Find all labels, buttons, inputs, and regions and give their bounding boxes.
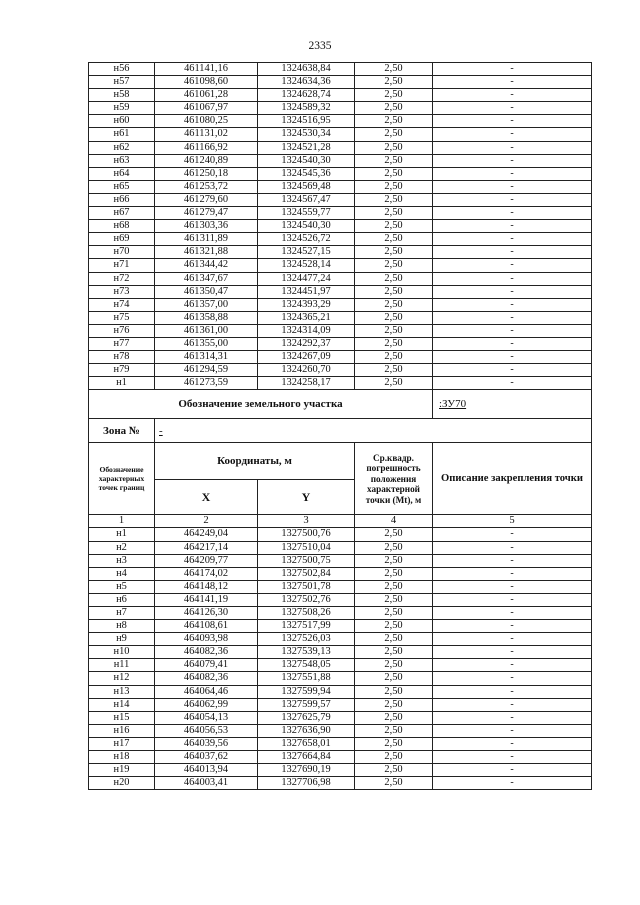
description-cell: - — [433, 246, 592, 259]
description-cell: - — [433, 233, 592, 246]
zone-value: - — [155, 419, 592, 443]
description-cell: - — [433, 89, 592, 102]
point-id-cell: н58 — [89, 89, 155, 102]
y-coordinate-cell: 1327548,05 — [258, 659, 355, 672]
description-cell: - — [433, 337, 592, 350]
y-coordinate-cell: 1324258,17 — [258, 377, 355, 390]
description-cell: - — [433, 737, 592, 750]
point-id-cell: н1 — [89, 528, 155, 541]
table-row — [89, 646, 592, 659]
x-coordinate-cell: 464013,94 — [155, 764, 258, 777]
x-coordinate-cell: 461303,36 — [155, 220, 258, 233]
x-coordinate-cell: 464062,99 — [155, 698, 258, 711]
y-coordinate-cell: 1327706,98 — [258, 777, 355, 790]
table-row — [89, 115, 592, 128]
y-coordinate-cell: 1324526,72 — [258, 233, 355, 246]
table-row — [89, 285, 592, 298]
table-row — [89, 698, 592, 711]
y-coordinate-cell: 1324569,48 — [258, 180, 355, 193]
precision-cell: 2,50 — [355, 285, 433, 298]
table-row — [89, 167, 592, 180]
x-coordinate-cell: 464126,30 — [155, 607, 258, 620]
y-coordinate-cell: 1327526,03 — [258, 633, 355, 646]
precision-cell: 2,50 — [355, 63, 433, 76]
x-coordinate-cell: 461141,16 — [155, 63, 258, 76]
y-coordinate-cell: 1327551,88 — [258, 672, 355, 685]
point-id-cell: н4 — [89, 567, 155, 580]
precision-cell: 2,50 — [355, 76, 433, 89]
description-cell: - — [433, 528, 592, 541]
x-coordinate-cell: 461253,72 — [155, 180, 258, 193]
x-coordinate-cell: 464054,13 — [155, 711, 258, 724]
x-coordinate-cell: 464082,36 — [155, 646, 258, 659]
description-cell: - — [433, 351, 592, 364]
description-cell: - — [433, 698, 592, 711]
point-id-cell: н70 — [89, 246, 155, 259]
description-cell: - — [433, 128, 592, 141]
table-row — [89, 351, 592, 364]
precision-cell: 2,50 — [355, 141, 433, 154]
table-row — [89, 89, 592, 102]
description-cell: - — [433, 285, 592, 298]
description-cell: - — [433, 364, 592, 377]
y-coordinate-cell: 1324477,24 — [258, 272, 355, 285]
column-number: 4 — [355, 515, 433, 528]
zone-label: Зона № — [89, 419, 155, 443]
description-cell: - — [433, 154, 592, 167]
precision-cell: 2,50 — [355, 737, 433, 750]
column-number: 5 — [433, 515, 592, 528]
table-row — [89, 777, 592, 790]
precision-cell: 2,50 — [355, 102, 433, 115]
point-id-cell: н57 — [89, 76, 155, 89]
description-cell: - — [433, 63, 592, 76]
point-id-cell: н71 — [89, 259, 155, 272]
table-row — [89, 233, 592, 246]
point-id-cell: н65 — [89, 180, 155, 193]
point-id-cell: н15 — [89, 711, 155, 724]
table-row — [89, 193, 592, 206]
description-cell: - — [433, 298, 592, 311]
x-coordinate-cell: 461361,00 — [155, 324, 258, 337]
table-row — [89, 685, 592, 698]
y-coordinate-cell: 1327517,99 — [258, 620, 355, 633]
point-id-cell: н77 — [89, 337, 155, 350]
x-coordinate-cell: 461166,92 — [155, 141, 258, 154]
x-coordinate-cell: 461279,60 — [155, 193, 258, 206]
x-coordinate-cell: 461311,89 — [155, 233, 258, 246]
y-coordinate-cell: 1327510,04 — [258, 541, 355, 554]
point-id-cell: н68 — [89, 220, 155, 233]
point-id-cell: н63 — [89, 154, 155, 167]
x-coordinate-cell: 461061,28 — [155, 89, 258, 102]
point-id-cell: н20 — [89, 777, 155, 790]
description-cell: - — [433, 541, 592, 554]
description-cell: - — [433, 102, 592, 115]
precision-cell: 2,50 — [355, 193, 433, 206]
point-id-cell: н11 — [89, 659, 155, 672]
table-row — [89, 180, 592, 193]
description-cell: - — [433, 633, 592, 646]
table-row — [89, 607, 592, 620]
description-cell: - — [433, 751, 592, 764]
point-id-cell: н17 — [89, 737, 155, 750]
description-cell: - — [433, 76, 592, 89]
precision-cell: 2,50 — [355, 541, 433, 554]
x-coordinate-cell: 464003,41 — [155, 777, 258, 790]
point-id-cell: н10 — [89, 646, 155, 659]
description-cell: - — [433, 777, 592, 790]
point-id-cell: н61 — [89, 128, 155, 141]
table-row — [89, 567, 592, 580]
y-coordinate-cell: 1324451,97 — [258, 285, 355, 298]
table-row — [89, 724, 592, 737]
table-row — [89, 737, 592, 750]
table-row — [89, 580, 592, 593]
precision-cell: 2,50 — [355, 167, 433, 180]
precision-cell: 2,50 — [355, 711, 433, 724]
x-coordinate-cell: 464079,41 — [155, 659, 258, 672]
y-coordinate-cell: 1324314,09 — [258, 324, 355, 337]
x-coordinate-cell: 461080,25 — [155, 115, 258, 128]
table-row — [89, 259, 592, 272]
y-coordinate-cell: 1324589,32 — [258, 102, 355, 115]
x-coordinate-cell: 461250,18 — [155, 167, 258, 180]
table-row — [89, 711, 592, 724]
y-coordinate-cell: 1324628,74 — [258, 89, 355, 102]
table-row — [89, 633, 592, 646]
header-point-designation: Обозначение характерных точек границ — [89, 443, 155, 515]
precision-cell: 2,50 — [355, 351, 433, 364]
table-row — [89, 620, 592, 633]
y-coordinate-cell: 1324292,37 — [258, 337, 355, 350]
precision-cell: 2,50 — [355, 89, 433, 102]
table-row — [89, 751, 592, 764]
y-coordinate-cell: 1324516,95 — [258, 115, 355, 128]
y-coordinate-cell: 1327599,57 — [258, 698, 355, 711]
y-coordinate-cell: 1327502,76 — [258, 593, 355, 606]
table-row — [89, 364, 592, 377]
point-id-cell: н60 — [89, 115, 155, 128]
precision-cell: 2,50 — [355, 607, 433, 620]
x-coordinate-cell: 464093,98 — [155, 633, 258, 646]
y-coordinate-cell: 1324530,34 — [258, 128, 355, 141]
point-id-cell: н7 — [89, 607, 155, 620]
x-coordinate-cell: 461131,02 — [155, 128, 258, 141]
description-cell: - — [433, 115, 592, 128]
description-cell: - — [433, 659, 592, 672]
point-id-cell: н66 — [89, 193, 155, 206]
description-cell: - — [433, 672, 592, 685]
x-coordinate-cell: 464082,36 — [155, 672, 258, 685]
point-id-cell: н72 — [89, 272, 155, 285]
x-coordinate-cell: 464217,14 — [155, 541, 258, 554]
y-coordinate-cell: 1327636,90 — [258, 724, 355, 737]
point-id-cell: н67 — [89, 207, 155, 220]
column-number: 3 — [258, 515, 355, 528]
precision-cell: 2,50 — [355, 311, 433, 324]
description-cell: - — [433, 711, 592, 724]
x-coordinate-cell: 461344,42 — [155, 259, 258, 272]
point-id-cell: н69 — [89, 233, 155, 246]
table-row — [89, 554, 592, 567]
description-cell: - — [433, 180, 592, 193]
table-row — [89, 593, 592, 606]
point-id-cell: н14 — [89, 698, 155, 711]
precision-cell: 2,50 — [355, 207, 433, 220]
x-coordinate-cell: 461350,47 — [155, 285, 258, 298]
precision-cell: 2,50 — [355, 154, 433, 167]
point-id-cell: н1 — [89, 377, 155, 390]
y-coordinate-cell: 1324528,14 — [258, 259, 355, 272]
precision-cell: 2,50 — [355, 724, 433, 737]
x-coordinate-cell: 461067,97 — [155, 102, 258, 115]
precision-cell: 2,50 — [355, 672, 433, 685]
y-coordinate-cell: 1327658,01 — [258, 737, 355, 750]
x-coordinate-cell: 464037,62 — [155, 751, 258, 764]
point-id-cell: н74 — [89, 298, 155, 311]
point-id-cell: н75 — [89, 311, 155, 324]
land-plot-label: Обозначение земельного участка — [89, 390, 433, 419]
description-cell: - — [433, 207, 592, 220]
description-cell: - — [433, 272, 592, 285]
y-coordinate-cell: 1324634,36 — [258, 76, 355, 89]
x-coordinate-cell: 464108,61 — [155, 620, 258, 633]
precision-cell: 2,50 — [355, 777, 433, 790]
y-coordinate-cell: 1327539,13 — [258, 646, 355, 659]
table-row — [89, 528, 592, 541]
x-coordinate-cell: 464039,56 — [155, 737, 258, 750]
y-coordinate-cell: 1324559,77 — [258, 207, 355, 220]
description-cell: - — [433, 377, 592, 390]
coordinates-table — [88, 62, 592, 790]
point-id-cell: н18 — [89, 751, 155, 764]
x-coordinate-cell: 461294,59 — [155, 364, 258, 377]
table-row — [89, 272, 592, 285]
x-coordinate-cell: 461358,88 — [155, 311, 258, 324]
point-id-cell: н2 — [89, 541, 155, 554]
y-coordinate-cell: 1327500,76 — [258, 528, 355, 541]
precision-cell: 2,50 — [355, 698, 433, 711]
precision-cell: 2,50 — [355, 298, 433, 311]
precision-cell: 2,50 — [355, 337, 433, 350]
precision-cell: 2,50 — [355, 567, 433, 580]
precision-cell: 2,50 — [355, 233, 433, 246]
point-id-cell: н12 — [89, 672, 155, 685]
header-description: Описание закрепления точки — [433, 443, 592, 515]
precision-cell: 2,50 — [355, 633, 433, 646]
point-id-cell: н59 — [89, 102, 155, 115]
description-cell: - — [433, 724, 592, 737]
description-cell: - — [433, 685, 592, 698]
description-cell: - — [433, 646, 592, 659]
table-row — [89, 298, 592, 311]
table-row — [89, 141, 592, 154]
description-cell: - — [433, 764, 592, 777]
y-coordinate-cell: 1324521,28 — [258, 141, 355, 154]
table-row — [89, 377, 592, 390]
point-id-cell: н13 — [89, 685, 155, 698]
zone-row — [89, 419, 592, 443]
description-cell: - — [433, 259, 592, 272]
precision-cell: 2,50 — [355, 259, 433, 272]
y-coordinate-cell: 1327501,78 — [258, 580, 355, 593]
y-coordinate-cell: 1327599,94 — [258, 685, 355, 698]
description-cell: - — [433, 220, 592, 233]
point-id-cell: н5 — [89, 580, 155, 593]
point-id-cell: н73 — [89, 285, 155, 298]
x-coordinate-cell: 464141,19 — [155, 593, 258, 606]
description-cell: - — [433, 607, 592, 620]
table-row — [89, 324, 592, 337]
land-plot-row — [89, 390, 592, 419]
point-id-cell: н62 — [89, 141, 155, 154]
precision-cell: 2,50 — [355, 659, 433, 672]
precision-cell: 2,50 — [355, 620, 433, 633]
precision-cell: 2,50 — [355, 220, 433, 233]
precision-cell: 2,50 — [355, 685, 433, 698]
table-row — [89, 63, 592, 76]
precision-cell: 2,50 — [355, 364, 433, 377]
column-number: 2 — [155, 515, 258, 528]
description-cell: - — [433, 167, 592, 180]
table-row — [89, 128, 592, 141]
y-coordinate-cell: 1327690,19 — [258, 764, 355, 777]
x-coordinate-cell: 461314,31 — [155, 351, 258, 364]
x-coordinate-cell: 461355,00 — [155, 337, 258, 350]
y-coordinate-cell: 1324260,70 — [258, 364, 355, 377]
precision-cell: 2,50 — [355, 751, 433, 764]
x-coordinate-cell: 464056,53 — [155, 724, 258, 737]
description-cell: - — [433, 620, 592, 633]
precision-cell: 2,50 — [355, 246, 433, 259]
table-row — [89, 337, 592, 350]
x-coordinate-cell: 461098,60 — [155, 76, 258, 89]
description-cell: - — [433, 193, 592, 206]
point-id-cell: н9 — [89, 633, 155, 646]
point-id-cell: н64 — [89, 167, 155, 180]
y-coordinate-cell: 1327625,79 — [258, 711, 355, 724]
description-cell: - — [433, 141, 592, 154]
y-coordinate-cell: 1324393,29 — [258, 298, 355, 311]
table-header-row — [89, 443, 592, 480]
precision-cell: 2,50 — [355, 180, 433, 193]
table-row — [89, 207, 592, 220]
header-precision: Ср.квадр. погрешность положения характерной точки (Мt), м — [355, 443, 433, 515]
precision-cell: 2,50 — [355, 324, 433, 337]
precision-cell: 2,50 — [355, 554, 433, 567]
precision-cell: 2,50 — [355, 764, 433, 777]
precision-cell: 2,50 — [355, 528, 433, 541]
x-coordinate-cell: 461357,00 — [155, 298, 258, 311]
point-id-cell: н56 — [89, 63, 155, 76]
header-x: X — [155, 480, 258, 515]
point-id-cell: н76 — [89, 324, 155, 337]
y-coordinate-cell: 1324365,21 — [258, 311, 355, 324]
y-coordinate-cell: 1324638,84 — [258, 63, 355, 76]
precision-cell: 2,50 — [355, 593, 433, 606]
description-cell: - — [433, 593, 592, 606]
table-row — [89, 76, 592, 89]
x-coordinate-cell: 461321,88 — [155, 246, 258, 259]
y-coordinate-cell: 1324567,47 — [258, 193, 355, 206]
point-id-cell: н6 — [89, 593, 155, 606]
land-plot-code: :ЗУ70 — [433, 390, 592, 419]
top-rows — [89, 63, 592, 390]
table-row — [89, 672, 592, 685]
table-row — [89, 102, 592, 115]
y-coordinate-cell: 1327508,26 — [258, 607, 355, 620]
table-row — [89, 541, 592, 554]
page-number: 2335 — [308, 40, 332, 52]
x-coordinate-cell: 464174,02 — [155, 567, 258, 580]
table-row — [89, 659, 592, 672]
precision-cell: 2,50 — [355, 646, 433, 659]
y-coordinate-cell: 1324540,30 — [258, 154, 355, 167]
precision-cell: 2,50 — [355, 128, 433, 141]
point-id-cell: н16 — [89, 724, 155, 737]
table-row — [89, 220, 592, 233]
x-coordinate-cell: 464148,12 — [155, 580, 258, 593]
x-coordinate-cell: 461347,67 — [155, 272, 258, 285]
x-coordinate-cell: 461279,47 — [155, 207, 258, 220]
point-id-cell: н3 — [89, 554, 155, 567]
y-coordinate-cell: 1324267,09 — [258, 351, 355, 364]
x-coordinate-cell: 464249,04 — [155, 528, 258, 541]
description-cell: - — [433, 324, 592, 337]
precision-cell: 2,50 — [355, 580, 433, 593]
y-coordinate-cell: 1324527,15 — [258, 246, 355, 259]
precision-cell: 2,50 — [355, 272, 433, 285]
point-id-cell: н8 — [89, 620, 155, 633]
x-coordinate-cell: 461273,59 — [155, 377, 258, 390]
description-cell: - — [433, 580, 592, 593]
y-coordinate-cell: 1327664,84 — [258, 751, 355, 764]
description-cell: - — [433, 554, 592, 567]
y-coordinate-cell: 1324540,30 — [258, 220, 355, 233]
table-row — [89, 764, 592, 777]
y-coordinate-cell: 1327502,84 — [258, 567, 355, 580]
description-cell: - — [433, 567, 592, 580]
table-row — [89, 154, 592, 167]
x-coordinate-cell: 461240,89 — [155, 154, 258, 167]
header-coordinates: Координаты, м — [155, 443, 355, 480]
x-coordinate-cell: 464064,46 — [155, 685, 258, 698]
y-coordinate-cell: 1327500,75 — [258, 554, 355, 567]
y-coordinate-cell: 1324545,36 — [258, 167, 355, 180]
column-number: 1 — [89, 515, 155, 528]
precision-cell: 2,50 — [355, 377, 433, 390]
x-coordinate-cell: 464209,77 — [155, 554, 258, 567]
header-y: Y — [258, 480, 355, 515]
point-id-cell: н78 — [89, 351, 155, 364]
point-id-cell: н79 — [89, 364, 155, 377]
precision-cell: 2,50 — [355, 115, 433, 128]
table-row — [89, 246, 592, 259]
table-row — [89, 311, 592, 324]
column-numbers-row — [89, 515, 592, 528]
point-id-cell: н19 — [89, 764, 155, 777]
description-cell: - — [433, 311, 592, 324]
bottom-rows — [89, 528, 592, 790]
